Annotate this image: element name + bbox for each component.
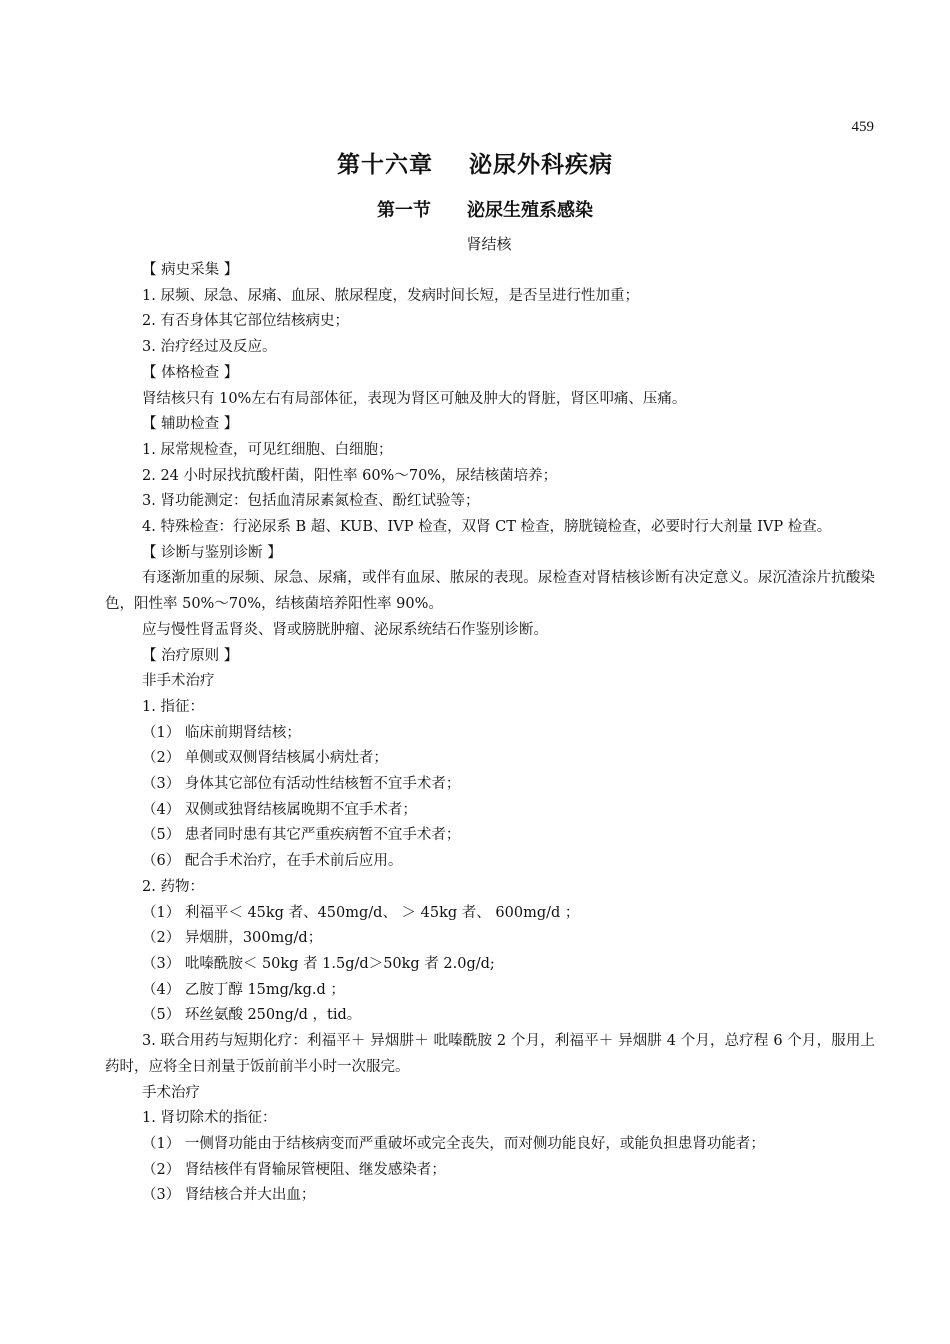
subheading: 非手术治疗 <box>142 673 215 690</box>
paragraph: 3. 治疗经过及反应。 <box>142 339 277 356</box>
paragraph: 有逐渐加重的尿频、尿急、尿痛，或伴有血尿、脓尿的表现。尿检查对肾桔核诊断有决定意义。尿沉渣涂片抗酸染色，阳性率 50%～70%，结核菌培养阳性率 90%。 <box>105 570 875 613</box>
paragraph: 应与慢性肾盂肾炎、肾或膀胱肿瘤、泌尿系统结石作鉴别诊断。 <box>142 621 548 638</box>
paragraph: 1. 尿频、尿急、尿痛、血尿、脓尿程度，发病时间长短，是否呈进行性加重； <box>142 287 639 304</box>
paragraph: 2. 有否身体其它部位结核病史； <box>142 313 349 330</box>
list-item: （1） 利福平＜ 45kg 者、450mg/d、 ＞ 45kg 者、 600mg/d ； <box>142 904 580 921</box>
chapter-title <box>0 146 950 179</box>
list-item: （3） 吡嗪酰胺＜ 50kg 者 1.5g/d＞50kg 者 2.0g/d; <box>142 955 495 972</box>
chapter-number: 第十六章 <box>337 152 433 178</box>
paragraph: 1. 肾切除术的指征： <box>142 1110 277 1127</box>
list-item: （2） 肾结核伴有肾输尿管梗阻、继发感染者； <box>142 1161 446 1178</box>
list-item: （5） 患者同时患有其它严重疾病暂不宜手术者； <box>142 827 461 844</box>
list-item: （3） 肾结核合并大出血； <box>142 1187 316 1204</box>
section-name: 泌尿生殖系感染 <box>467 200 593 221</box>
list-item: （2） 异烟肼，300mg/d； <box>142 930 323 947</box>
list-item: （1） 临床前期肾结核； <box>142 724 301 741</box>
page-number: 459 <box>851 119 874 135</box>
heading-treatment: 【 治疗原则 】 <box>142 647 239 664</box>
paragraph: 1. 尿常规检查，可见红细胞、白细胞； <box>142 441 393 458</box>
list-item: （5） 环丝氨酸 250ng/d ，tid。 <box>142 1007 362 1024</box>
list-item: （3） 身体其它部位有活动性结核暂不宜手术者； <box>142 776 461 793</box>
paragraph: 1. 指征： <box>142 698 204 715</box>
heading-history: 【 病史采集 】 <box>142 262 239 278</box>
subheading: 手术治疗 <box>142 1084 200 1101</box>
heading-auxiliary-exam: 【 辅助检查 】 <box>142 416 239 433</box>
paragraph: 3. 联合用药与短期化疗：利福平＋ 异烟肼＋ 吡嗪酰胺 2 个月，利福平＋ 异烟肼 4 个月，总疗程 6 个月，服用上药时，应将全日剂量于饭前前半小时一次服完。 <box>105 1033 875 1075</box>
document-body <box>105 258 875 1209</box>
heading-diagnosis: 【 诊断与鉴别诊断 】 <box>142 544 282 561</box>
paragraph: 3. 肾功能测定：包括血清尿素氮检查、酚红试验等； <box>142 493 480 510</box>
section-title <box>0 196 950 222</box>
paragraph: 2. 24 小时尿找抗酸杆菌，阳性率 60%～70%，尿结核菌培养； <box>142 467 558 484</box>
paragraph: 肾结核只有 10%左右有局部体征，表现为肾区可触及肿大的肾脏，肾区叩痛、压痛。 <box>142 390 687 407</box>
topic-title: 肾结核 <box>466 235 512 253</box>
chapter-name: 泌尿外科疾病 <box>469 152 613 178</box>
list-item: （4） 乙胺丁醇 15mg/kg.d ； <box>142 981 345 998</box>
section-number: 第一节 <box>377 200 431 221</box>
paragraph: 2. 药物： <box>142 878 204 895</box>
paragraph: 4. 特殊检查：行泌尿系 B 超、KUB、IVP 检查，双肾 CT 检查，膀胱镜检查，必要时行大剂量 IVP 检查。 <box>142 519 832 536</box>
list-item: （4） 双侧或独肾结核属晚期不宜手术者； <box>142 801 417 818</box>
list-item: （1） 一侧肾功能由于结核病变而严重破坏或完全丧失，而对侧功能良好，或能负担患肾功能者； <box>142 1135 765 1152</box>
list-item: （2） 单侧或双侧肾结核属小病灶者； <box>142 750 388 767</box>
heading-physical-exam: 【 体格检查 】 <box>142 364 239 381</box>
list-item: （6） 配合手术治疗，在手术前后应用。 <box>142 853 403 870</box>
